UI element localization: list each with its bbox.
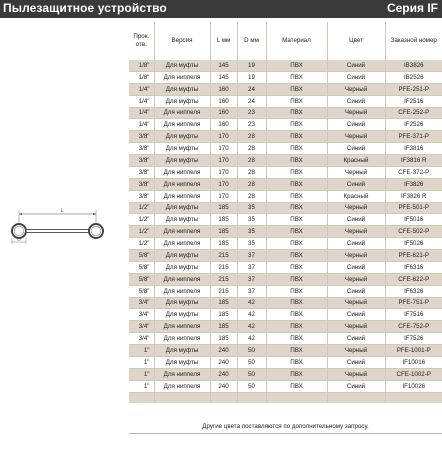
table-cell: IF3816 R: [385, 155, 442, 167]
table-cell: IF6326: [385, 285, 442, 297]
table-cell: ПВХ: [266, 202, 327, 214]
table-cell: ПВХ: [266, 380, 327, 392]
column-header: L мм: [210, 22, 237, 60]
table-cell: ПВХ: [266, 166, 327, 178]
table-cell: ПВХ: [266, 107, 327, 119]
table-cell: Для ниппеля: [154, 380, 210, 392]
table-cell: 3/4": [129, 297, 154, 309]
table-row: [129, 238, 442, 250]
table-cell: IF6316: [385, 261, 442, 273]
table-cell: Для муфты: [154, 83, 210, 95]
table-cell: 37: [237, 261, 266, 273]
table-cell: 50: [237, 368, 266, 380]
table-cell: Для муфты: [154, 309, 210, 321]
table-cell: 5/8": [129, 250, 154, 262]
table-row: [129, 333, 442, 345]
table-row: [129, 131, 442, 143]
table-cell: 170: [210, 143, 237, 155]
table-row: [129, 83, 442, 95]
table-cell: 185: [210, 226, 237, 238]
table-cell: ПВХ: [266, 131, 327, 143]
table-cell: 1/2": [129, 226, 154, 238]
table-cell: 35: [237, 202, 266, 214]
table-cell: Черный: [327, 321, 385, 333]
table-cell: [327, 392, 385, 403]
table-cell: Для ниппеля: [154, 107, 210, 119]
table-row: [129, 368, 442, 380]
table-cell: 23: [237, 119, 266, 131]
diameter-label: D: [17, 236, 21, 242]
table-cell: Для ниппеля: [154, 190, 210, 202]
table-cell: 185: [210, 238, 237, 250]
table-cell: Черный: [327, 297, 385, 309]
table-cell: 24: [237, 83, 266, 95]
table-row: [129, 226, 442, 238]
table-cell: 170: [210, 190, 237, 202]
table-cell: [266, 392, 327, 403]
table-cell: 185: [210, 309, 237, 321]
table-row: [129, 250, 442, 262]
table-cell: CFE-252-P: [385, 107, 442, 119]
table-cell: IF5016: [385, 214, 442, 226]
table-cell: PFE-251-P: [385, 83, 442, 95]
table-cell: 185: [210, 214, 237, 226]
table-cell: 240: [210, 380, 237, 392]
table-cell: 28: [237, 178, 266, 190]
table-cell: PFE-621-P: [385, 250, 442, 262]
table-row: [129, 356, 442, 368]
table-cell: 170: [210, 178, 237, 190]
table-row: [129, 107, 442, 119]
table-cell: PFE-501-P: [385, 202, 442, 214]
table-cell: ПВХ: [266, 155, 327, 167]
table-row: [129, 71, 442, 83]
table-cell: 160: [210, 95, 237, 107]
table-cell: 160: [210, 119, 237, 131]
table-cell: Черный: [327, 166, 385, 178]
table-cell: 35: [237, 226, 266, 238]
table-cell: 170: [210, 131, 237, 143]
table-cell: Черный: [327, 250, 385, 262]
table-cell: Синий: [327, 333, 385, 345]
table-row: [129, 297, 442, 309]
table-row: [129, 60, 442, 71]
table-cell: ПВХ: [266, 95, 327, 107]
table-row: [129, 261, 442, 273]
table-cell: Черный: [327, 273, 385, 285]
table-cell: 185: [210, 321, 237, 333]
table-cell: 19: [237, 60, 266, 71]
table-cell: 1": [129, 356, 154, 368]
table-cell: Для муфты: [154, 214, 210, 226]
table-cell: [385, 392, 442, 403]
table-cell: Черный: [327, 83, 385, 95]
table-row: [129, 202, 442, 214]
table-cell: ПВХ: [266, 60, 327, 71]
table-cell: 3/8": [129, 178, 154, 190]
table-cell: IF3826: [385, 178, 442, 190]
table-cell: 28: [237, 166, 266, 178]
table-cell: IF3826 R: [385, 190, 442, 202]
column-header: Материал: [266, 22, 327, 60]
table-cell: [210, 392, 237, 403]
table-cell: 3/8": [129, 166, 154, 178]
table-cell: 50: [237, 345, 266, 357]
table-cell: ПВХ: [266, 368, 327, 380]
table-cell: Синий: [327, 119, 385, 131]
table-cell: 170: [210, 166, 237, 178]
table-cell: Для ниппеля: [154, 368, 210, 380]
table-cell: 185: [210, 297, 237, 309]
table-cell: 37: [237, 273, 266, 285]
table-cell: CFE-372-P: [385, 166, 442, 178]
table-cell: 50: [237, 380, 266, 392]
table-cell: ПВХ: [266, 261, 327, 273]
table-row: [129, 309, 442, 321]
table-cell: IF10026: [385, 380, 442, 392]
series-label: Серия IF: [386, 1, 438, 15]
table-cell: 1/2": [129, 238, 154, 250]
table-cell: 28: [237, 131, 266, 143]
table-cell: 5/8": [129, 261, 154, 273]
table-cell: 28: [237, 155, 266, 167]
column-header: Версия: [154, 22, 210, 60]
table-cell: CFE-622-P: [385, 273, 442, 285]
table-cell: 170: [210, 155, 237, 167]
table-cell: 5/8": [129, 273, 154, 285]
table-cell: 1/4": [129, 83, 154, 95]
table-cell: Синий: [327, 238, 385, 250]
table-cell: ПВХ: [266, 71, 327, 83]
table-cell: Синий: [327, 71, 385, 83]
table-cell: CFE-502-P: [385, 226, 442, 238]
table-cell: Черный: [327, 107, 385, 119]
table-cell: Для муфты: [154, 345, 210, 357]
table-cell: Синий: [327, 60, 385, 71]
dust-cap-drawing: [0, 205, 125, 255]
table-cell: Для муфты: [154, 143, 210, 155]
table-cell: Для ниппеля: [154, 226, 210, 238]
spec-table: [129, 22, 442, 403]
table-cell: IF3816: [385, 143, 442, 155]
table-cell: 1/2": [129, 214, 154, 226]
table-cell: Для ниппеля: [154, 178, 210, 190]
table-cell: Для муфты: [154, 155, 210, 167]
table-cell: 3/8": [129, 190, 154, 202]
table-cell: Синий: [327, 178, 385, 190]
footnote: Другие цвета поставляются по дополнительному запросу.: [129, 421, 442, 434]
table-row: [129, 119, 442, 131]
table-cell: Синий: [327, 380, 385, 392]
table-cell: 50: [237, 356, 266, 368]
table-cell: 37: [237, 250, 266, 262]
table-spacer-row: [129, 392, 442, 403]
table-cell: Черный: [327, 202, 385, 214]
table-cell: 160: [210, 107, 237, 119]
table-cell: Черный: [327, 131, 385, 143]
table-cell: Черный: [327, 345, 385, 357]
table-cell: Для муфты: [154, 131, 210, 143]
table-cell: Синий: [327, 285, 385, 297]
title-bar: [0, 0, 442, 18]
table-cell: 35: [237, 214, 266, 226]
table-cell: Синий: [327, 214, 385, 226]
table-cell: 42: [237, 309, 266, 321]
table-cell: Синий: [327, 261, 385, 273]
table-cell: 3/8": [129, 155, 154, 167]
table-cell: Для муфты: [154, 250, 210, 262]
table-cell: 1/8": [129, 71, 154, 83]
table-cell: Красный: [327, 190, 385, 202]
table-cell: Синий: [327, 95, 385, 107]
table-cell: PFE-751-P: [385, 297, 442, 309]
table-cell: 1": [129, 380, 154, 392]
table-cell: [237, 392, 266, 403]
table-cell: 185: [210, 333, 237, 345]
table-cell: 42: [237, 297, 266, 309]
table-row: [129, 345, 442, 357]
table-cell: ПВХ: [266, 226, 327, 238]
table-cell: ПВХ: [266, 178, 327, 190]
table-cell: Черный: [327, 368, 385, 380]
length-label: L: [60, 208, 64, 214]
table-cell: Для ниппеля: [154, 333, 210, 345]
table-cell: Синий: [327, 143, 385, 155]
column-header: Заказной номер: [385, 22, 442, 60]
table-cell: Для ниппеля: [154, 166, 210, 178]
table-row: [129, 380, 442, 392]
table-cell: Для муфты: [154, 60, 210, 71]
table-cell: 1/8": [129, 60, 154, 71]
table-row: [129, 190, 442, 202]
table-row: [129, 143, 442, 155]
table-cell: 240: [210, 345, 237, 357]
table-cell: ПВХ: [266, 214, 327, 226]
table-cell: Черный: [327, 226, 385, 238]
table-cell: CFE-1002-P: [385, 368, 442, 380]
table-cell: CFE-752-P: [385, 321, 442, 333]
table-cell: ПВХ: [266, 297, 327, 309]
table-cell: 3/8": [129, 131, 154, 143]
table-cell: ПВХ: [266, 190, 327, 202]
table-cell: ПВХ: [266, 119, 327, 131]
table-row: [129, 321, 442, 333]
table-cell: 28: [237, 190, 266, 202]
table-cell: Красный: [327, 155, 385, 167]
table-cell: Для муфты: [154, 95, 210, 107]
table-cell: 3/4": [129, 309, 154, 321]
table-header-row: [129, 22, 442, 60]
table-cell: Для ниппеля: [154, 238, 210, 250]
table-cell: 185: [210, 202, 237, 214]
table-row: [129, 285, 442, 297]
table-cell: 1/4": [129, 119, 154, 131]
table-cell: 1/2": [129, 202, 154, 214]
table-cell: ПВХ: [266, 285, 327, 297]
column-header: D мм: [237, 22, 266, 60]
table-cell: ПВХ: [266, 273, 327, 285]
table-cell: 5/8": [129, 285, 154, 297]
table-cell: 1": [129, 345, 154, 357]
table-cell: ПВХ: [266, 238, 327, 250]
table-cell: IF2516: [385, 95, 442, 107]
table-cell: 240: [210, 368, 237, 380]
table-cell: 28: [237, 143, 266, 155]
table-cell: 3/4": [129, 321, 154, 333]
table-row: [129, 166, 442, 178]
table-cell: 1/4": [129, 95, 154, 107]
table-cell: IB2526: [385, 71, 442, 83]
table-cell: 3/8": [129, 143, 154, 155]
table-row: [129, 95, 442, 107]
table-cell: Для муфты: [154, 202, 210, 214]
table-cell: IF10016: [385, 356, 442, 368]
table-cell: 42: [237, 333, 266, 345]
table-cell: ПВХ: [266, 356, 327, 368]
table-cell: Для ниппеля: [154, 71, 210, 83]
table-cell: 19: [237, 71, 266, 83]
table-cell: Синий: [327, 356, 385, 368]
table-cell: 1/4": [129, 107, 154, 119]
table-cell: Для ниппеля: [154, 285, 210, 297]
table-cell: 215: [210, 261, 237, 273]
table-cell: ПВХ: [266, 333, 327, 345]
table-cell: 3/4": [129, 333, 154, 345]
table-row: [129, 178, 442, 190]
table-cell: PFE-371-P: [385, 131, 442, 143]
table-cell: IF2526: [385, 119, 442, 131]
column-header: Прок. отв.: [133, 33, 150, 48]
table-cell: Для ниппеля: [154, 273, 210, 285]
table-cell: ПВХ: [266, 345, 327, 357]
table-cell: [129, 392, 154, 403]
table-cell: Для муфты: [154, 356, 210, 368]
table-cell: 145: [210, 71, 237, 83]
table-cell: 160: [210, 83, 237, 95]
table-cell: [154, 392, 210, 403]
column-header: Цвет: [327, 22, 385, 60]
table-row: [129, 155, 442, 167]
table-row: [129, 214, 442, 226]
table-row: [129, 273, 442, 285]
table-cell: 215: [210, 250, 237, 262]
table-cell: 1": [129, 368, 154, 380]
table-cell: 215: [210, 285, 237, 297]
table-cell: ПВХ: [266, 83, 327, 95]
table-cell: 215: [210, 273, 237, 285]
table-cell: Для ниппеля: [154, 321, 210, 333]
table-cell: ПВХ: [266, 143, 327, 155]
table-cell: Синий: [327, 309, 385, 321]
table-cell: IF7516: [385, 309, 442, 321]
table-cell: Для муфты: [154, 297, 210, 309]
table-cell: IB3826: [385, 60, 442, 71]
table-cell: ПВХ: [266, 309, 327, 321]
table-cell: IF5026: [385, 238, 442, 250]
table-cell: 35: [237, 238, 266, 250]
table-cell: PFE-1001-P: [385, 345, 442, 357]
table-cell: 23: [237, 107, 266, 119]
table-cell: 240: [210, 356, 237, 368]
table-cell: 37: [237, 285, 266, 297]
table-cell: 24: [237, 95, 266, 107]
table-cell: 42: [237, 321, 266, 333]
table-cell: Для ниппеля: [154, 119, 210, 131]
table-cell: Для муфты: [154, 261, 210, 273]
table-cell: 145: [210, 60, 237, 71]
page-title: Пылезащитное устройство: [3, 1, 167, 15]
table-cell: ПВХ: [266, 250, 327, 262]
table-cell: ПВХ: [266, 321, 327, 333]
table-cell: IF7526: [385, 333, 442, 345]
